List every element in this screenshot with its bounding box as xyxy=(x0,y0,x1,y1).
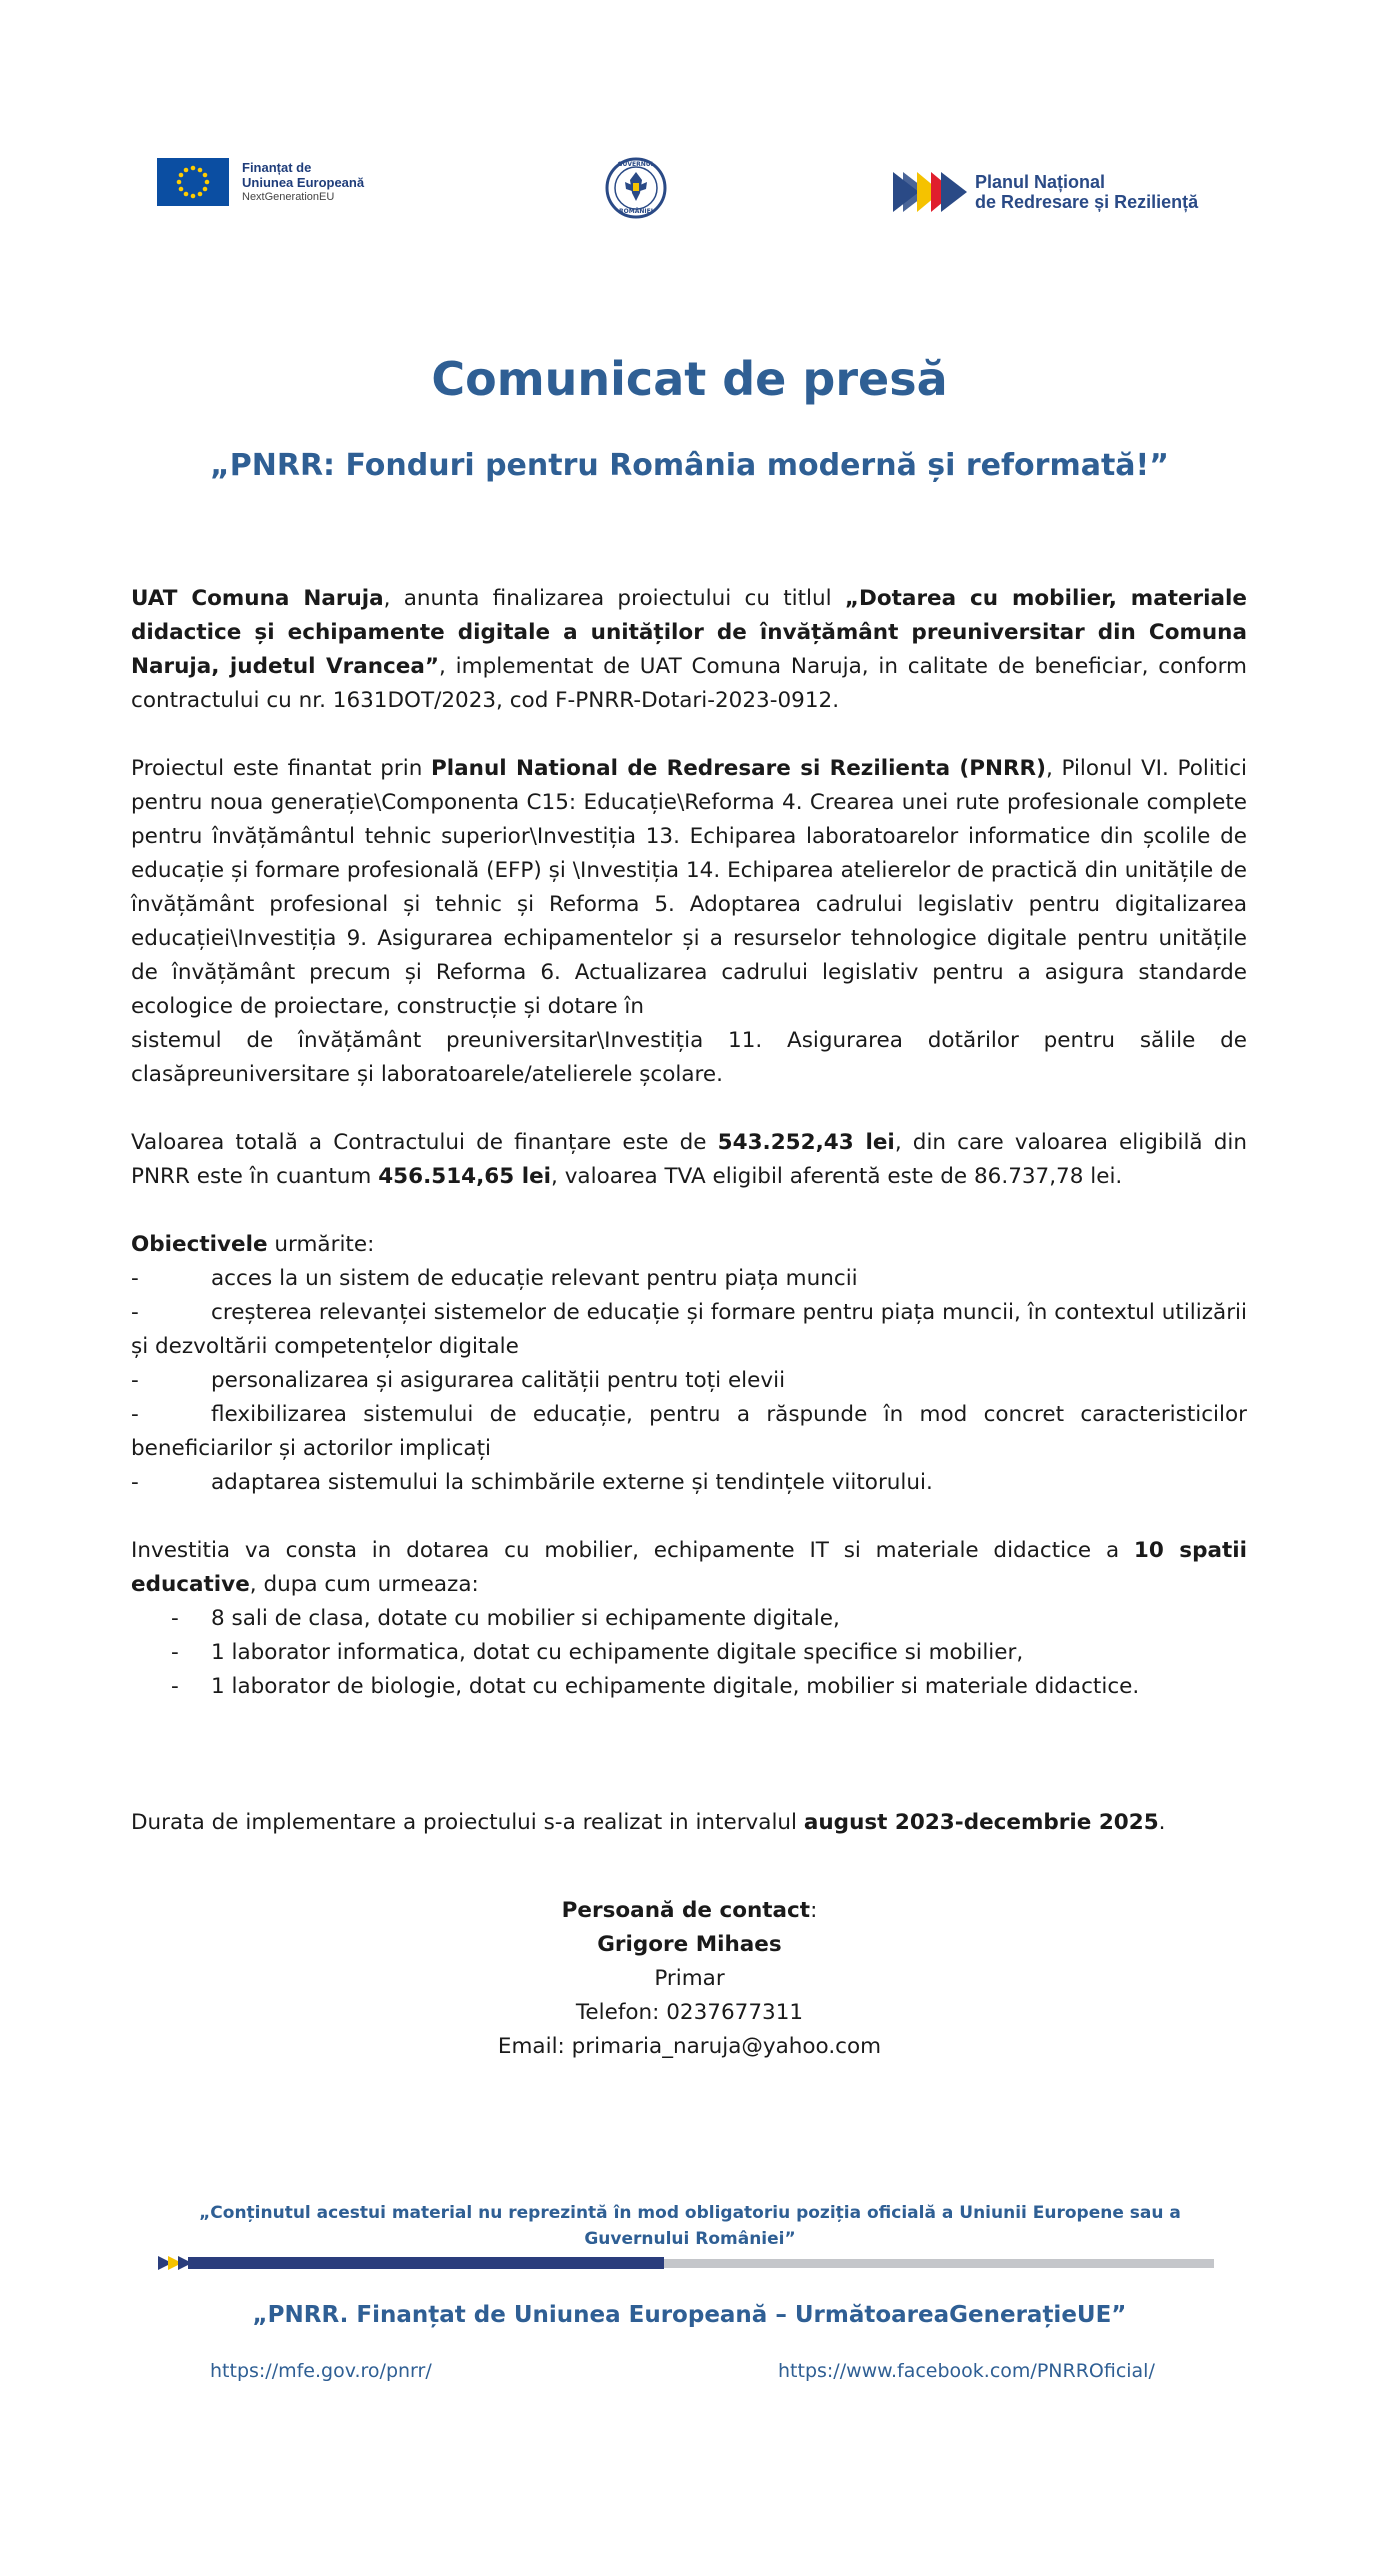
text-span: Proiectul este finantat prin xyxy=(131,756,432,781)
paragraph-duration xyxy=(131,1806,1247,1840)
project-title: „Dotarea cu mobilier, materiale didactice și echipamente digitale a unităților de învățământ preuniversitar din Comuna Naruja, judetul Vrancea” xyxy=(131,586,1247,679)
educational-spaces-count: 10 spatii educative xyxy=(131,1538,1247,1597)
list-item xyxy=(131,1670,1247,1704)
text-span: sistemul de învățământ preuniversitar\Investiția 11. Asigurarea dotărilor pentru sălile de clasăpreuniversitare și laboratoarele/atelierele școlare. xyxy=(131,1028,1247,1087)
text-span: Investitia va consta in dotarea cu mobilier, echipamente IT si materiale didactice a xyxy=(131,1538,1134,1563)
total-value: 543.252,43 lei xyxy=(717,1130,895,1155)
list-item xyxy=(131,1262,1247,1296)
text-span: , Pilonul VI. Politici pentru noua generație\Componenta C15: Educație\Reforma 4. Crearea unei rute profesionale complete pentru învățământul tehnic superior\Investiția 13. Echiparea laboratoarelor informatice din școlile de educație și formare profesională (EFP) și \Investiția 14. Echiparea atelierelor de practică din unitățile de învățământ profesional și tehnic și Reforma 5. Adoptarea cadrului legislativ pentru digitalizarea educației\Investiția 9. Asigurarea echipamentelor și a resurselor tehnologice digitale pentru unitățile de învățământ precum și Reforma 6. Actualizarea cadrului legislativ pentru a asigura standarde ecologice de proiectare, construcție și dotare în xyxy=(131,756,1247,1019)
eu-logo-line1: Finanțat de xyxy=(242,159,312,175)
eu-logo-line2: Uniunea Europeană xyxy=(242,174,365,190)
guvernul-romaniei-seal-icon xyxy=(605,155,667,221)
footer-divider-bar xyxy=(158,2256,1214,2270)
objective-text: flexibilizarea sistemului de educație, pentru a răspunde în mod concret caracteristicilor beneficiarilor și actorilor implicați xyxy=(131,1402,1247,1461)
contact-label xyxy=(0,1894,1379,1928)
contact-label-text: Persoană de contact xyxy=(561,1898,811,1923)
investment-text: 8 sali de clasa, dotate cu mobilier si echipamente digitale, xyxy=(211,1606,840,1631)
list-item xyxy=(131,1296,1247,1364)
text-span: Durata de implementare a proiectului s-a realizat in intervalul xyxy=(131,1810,804,1835)
list-item xyxy=(131,1602,1247,1636)
header-logos xyxy=(0,150,1379,230)
eu-logo-line3: NextGenerationEU xyxy=(242,190,335,203)
text-span: , dupa cum urmeaza: xyxy=(249,1572,479,1597)
eu-flag-icon xyxy=(157,158,229,206)
text-span: . xyxy=(1158,1810,1166,1835)
objectives-list xyxy=(131,1262,1247,1500)
contact-email: Email: primaria_naruja@yahoo.com xyxy=(497,2034,882,2059)
list-item xyxy=(131,1636,1247,1670)
dash-bullet: - xyxy=(171,1674,179,1699)
dash-bullet: - xyxy=(131,1402,139,1427)
dash-bullet: - xyxy=(171,1640,179,1665)
pnrr-logo-line1: Planul Național xyxy=(975,172,1106,192)
footer-disclaimer: „Conținutul acestui material nu reprezintă în mod obligatoriu poziția oficială a Uniunii Europene sau a Guvernului României” xyxy=(199,2203,1181,2249)
footer-title: „PNRR. Finanțat de Uniunea Europeană – UrmătoareaGenerațieUE” xyxy=(252,2302,1127,2328)
page-subtitle: „PNRR: Fonduri pentru România modernă și reformată!” xyxy=(210,448,1169,483)
objectives-label: Obiectivele xyxy=(131,1232,268,1257)
text-span: Valoarea totală a Contractului de finanțare este de xyxy=(131,1130,718,1155)
text-span: , valoarea TVA eligibil aferentă este de 86.737,78 lei. xyxy=(551,1164,1123,1189)
pnrr-logo xyxy=(893,170,1198,214)
eligible-value: 456.514,65 lei xyxy=(378,1164,552,1189)
investment-text: 1 laborator informatica, dotat cu echipamente digitale specifice si mobilier, xyxy=(211,1640,1024,1665)
facebook-pnrr-link[interactable]: https://www.facebook.com/PNRROficial/ xyxy=(778,2360,1155,2382)
paragraph-financing-source xyxy=(131,752,1247,1092)
contact-block xyxy=(0,1894,1379,2064)
implementation-period: august 2023-decembrie 2025 xyxy=(803,1810,1159,1835)
pnrr-arrows-icon xyxy=(893,170,969,214)
contact-role: Primar xyxy=(654,1966,725,1991)
list-item xyxy=(131,1364,1247,1398)
paragraph-contract-value xyxy=(131,1126,1247,1194)
press-release-body xyxy=(131,582,1247,1840)
paragraph-project-announcement xyxy=(131,582,1247,718)
text-span: , implementat de UAT Comuna Naruja, in calitate de beneficiar, conform contractului cu nr. 1631DOT/2023, cod F-PNRR-Dotari-2023-0912. xyxy=(131,654,1247,713)
objective-text: personalizarea și asigurarea calității pentru toți elevii xyxy=(211,1368,786,1393)
contact-phone: Telefon: 0237677311 xyxy=(575,2000,804,2025)
text-span: , anunta finalizarea proiectului cu titlul xyxy=(383,586,845,611)
investment-list xyxy=(131,1602,1247,1704)
paragraph-investment xyxy=(131,1534,1247,1602)
dash-bullet: - xyxy=(131,1266,139,1291)
text-span: urmărite: xyxy=(267,1232,375,1257)
dash-bullet: - xyxy=(131,1300,139,1325)
objective-text: adaptarea sistemului la schimbările externe și tendințele viitorului. xyxy=(211,1470,933,1495)
pnrr-program-name: Planul National de Redresare si Rezilienta (PNRR) xyxy=(431,756,1046,781)
mfe-pnrr-link[interactable]: https://mfe.gov.ro/pnrr/ xyxy=(210,2360,432,2382)
pnrr-logo-line2: de Redresare și Reziliență xyxy=(975,192,1199,212)
svg-text:ROMÂNIEI: ROMÂNIEI xyxy=(619,208,653,215)
list-item xyxy=(131,1398,1247,1466)
contact-name-text: Grigore Mihaes xyxy=(597,1932,782,1957)
svg-text:GUVERNUL: GUVERNUL xyxy=(617,161,655,168)
dash-bullet: - xyxy=(131,1368,139,1393)
dash-bullet: - xyxy=(171,1606,179,1631)
text-span: : xyxy=(810,1898,818,1923)
page-title: Comunicat de presă xyxy=(431,352,948,406)
dash-bullet: - xyxy=(131,1470,139,1495)
objective-text: acces la un sistem de educație relevant pentru piața muncii xyxy=(211,1266,858,1291)
objectives-heading xyxy=(131,1228,1247,1262)
investment-text: 1 laborator de biologie, dotat cu echipamente digitale, mobilier si materiale didactice. xyxy=(211,1674,1140,1699)
objective-text: creșterea relevanței sistemelor de educație și formare pentru piața muncii, în contextul utilizării și dezvoltării competențelor digitale xyxy=(131,1300,1247,1359)
contact-name xyxy=(0,1928,1379,1962)
beneficiary-name: UAT Comuna Naruja xyxy=(131,586,384,611)
text-span: , din care valoarea eligibilă din PNRR este în cuantum xyxy=(131,1130,1247,1189)
list-item xyxy=(131,1466,1247,1500)
eu-funding-logo xyxy=(157,158,364,206)
